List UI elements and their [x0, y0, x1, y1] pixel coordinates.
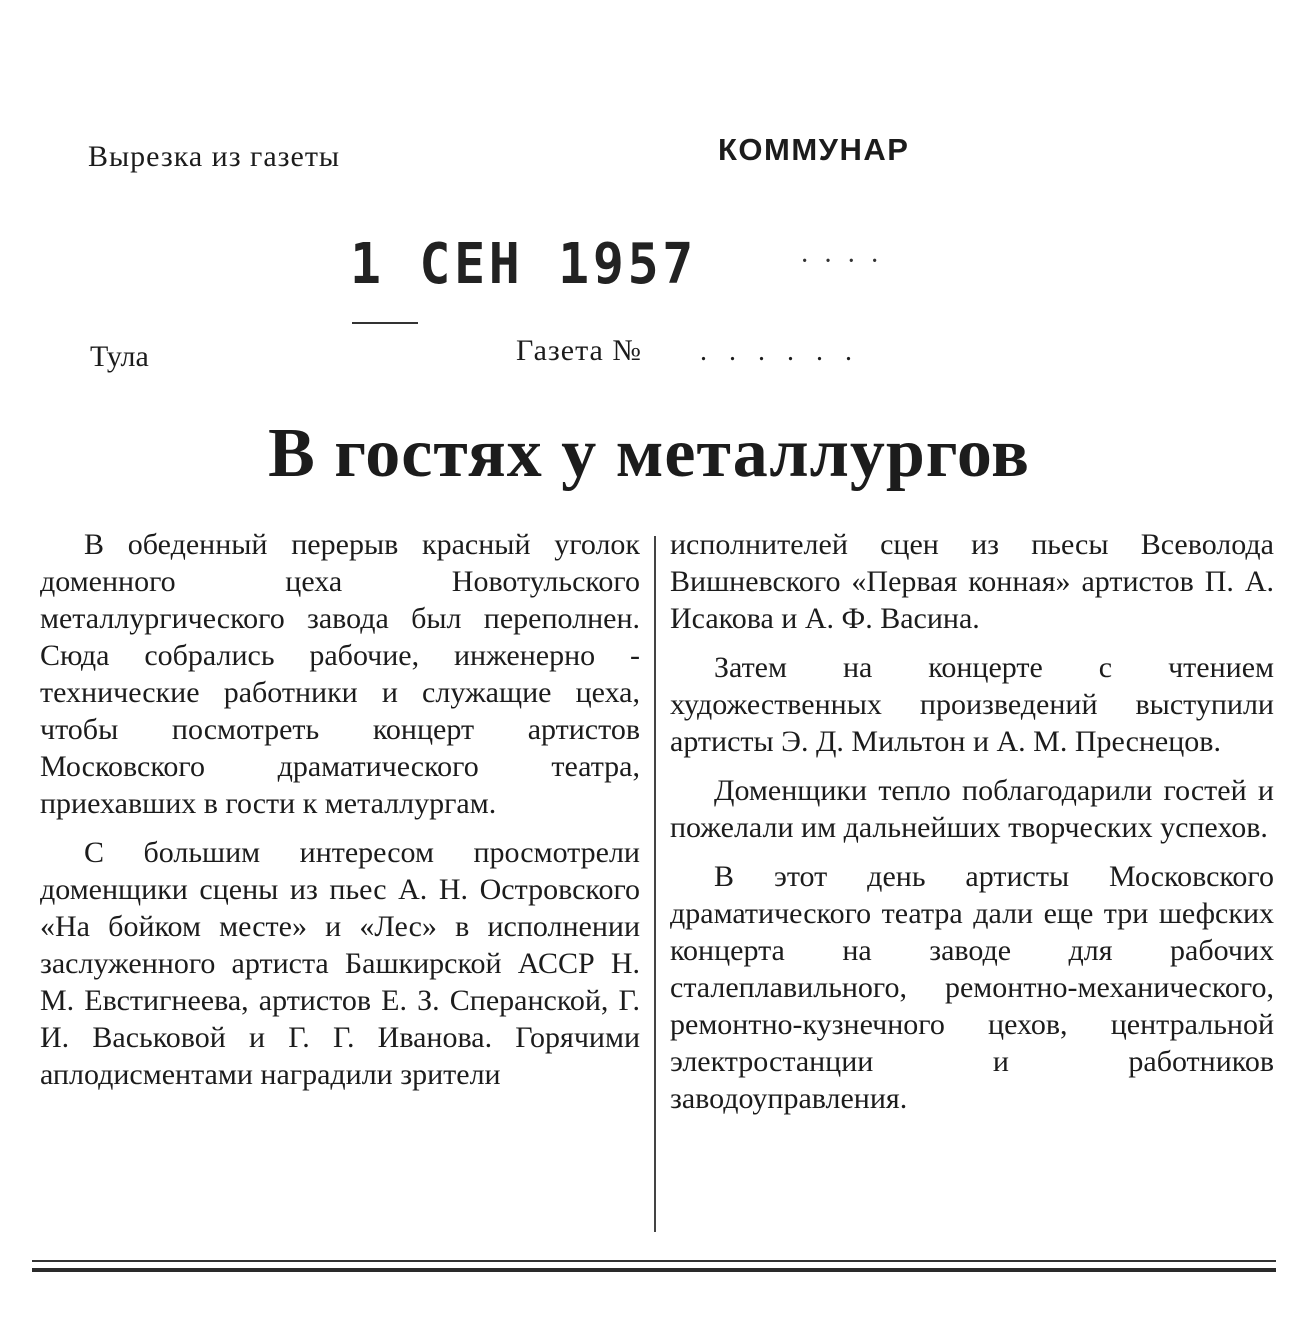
issue-number-label: Газета № — [516, 334, 642, 367]
stamp-filler-dots: ···· — [800, 246, 894, 277]
article-paragraph: В обеденный перерыв красный уголок доменного цеха Новотульского металлургического завода был переполнен. Сюда собрались рабочие, инженерно - технические работники и служащие цеха, чтобы посмотреть концерт артистов Московского драматического театра, приехавших в гости к металлургам. — [40, 528, 640, 820]
article-left-column — [40, 526, 640, 1105]
newspaper-name: КОММУНАР — [718, 132, 910, 167]
clipping-label: Вырезка из газеты — [88, 140, 341, 173]
date-stamp-text: 1 СЕН 1957 — [350, 232, 697, 297]
bottom-rule-thick — [32, 1268, 1276, 1272]
article-paragraph: Доменщики тепло поблагодарили гостей и пожелали им дальнейших творческих успехов. — [670, 774, 1274, 844]
date-stamp — [350, 232, 697, 297]
article-paragraph: В этот день артисты Московского драматического театра дали еще три шефских концерта на заводе для рабочих сталеплавильного, ремонтно-механического, ремонтно-кузнечного цехов, центральной электростанции и работников заводоуправления. — [670, 860, 1274, 1115]
column-divider — [654, 536, 656, 1232]
stamp-underline — [352, 322, 418, 324]
article-paragraph: С большим интересом просмотрели доменщики сцены из пьес А. Н. Островского «На бойком месте» и «Лес» в исполнении заслуженного артиста Башкирской АССР Н. М. Евстигнеева, артистов Е. З. Сперанской, Г. И. Васьковой и Г. Г. Иванова. Горячими аплодисментами наградили зрители — [40, 836, 640, 1091]
article-paragraph: Затем на концерте с чтением художественных произведений выступили артисты Э. Д. Мильтон и А. М. Преснецов. — [670, 651, 1274, 758]
article-paragraph: исполнителей сцен из пьесы Всеволода Вишневского «Первая конная» артистов П. А. Исакова и А. Ф. Васина. — [670, 528, 1274, 635]
city-name: Тула — [90, 340, 149, 373]
issue-filler-dots: ...... — [700, 336, 874, 367]
article-right-column — [670, 526, 1274, 1129]
bottom-rule — [32, 1260, 1276, 1262]
article-headline: В гостях у металлургов — [268, 415, 1030, 492]
